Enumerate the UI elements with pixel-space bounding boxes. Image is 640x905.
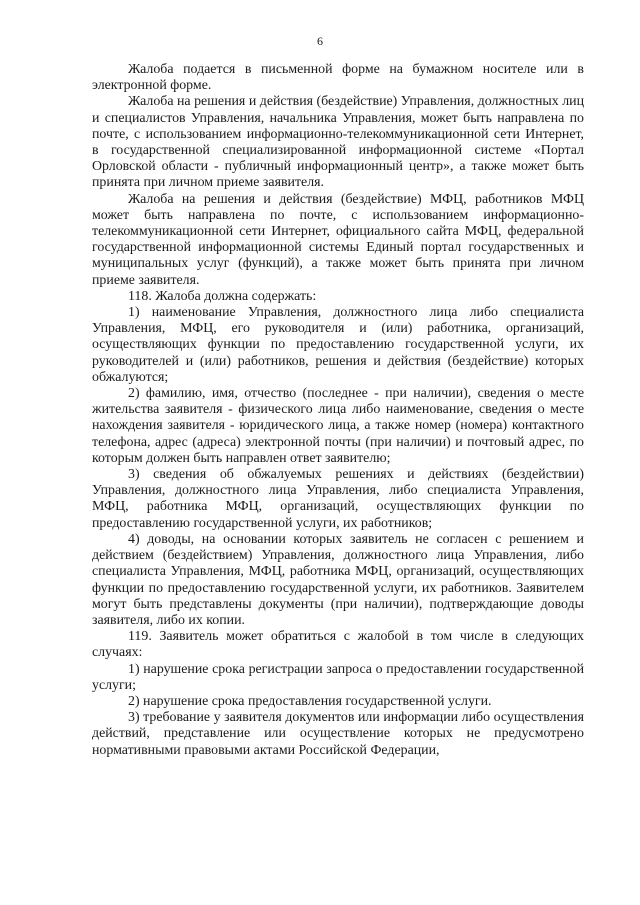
paragraph-119-item-3: 3) требование у заявителя документов или информации либо осуществления действий, представление или осуществление которых не предусмотрено нормативными правовыми актами Российской Федерации, <box>92 710 584 758</box>
paragraph-118-item-1: 1) наименование Управления, должностного лица либо специалиста Управления, МФЦ, его руководителя и (или) работника, организаций, осуществляющих функции по предоставлению государственной услуги, их руководителей и (или) работников, решения и действия (бездействие) которых обжалуются; <box>92 305 584 385</box>
paragraph-complaint-mfc: Жалоба на решения и действия (бездействие) МФЦ, работников МФЦ может быть направлена по почте, с использованием информационно-телекоммуникационной сети Интернет, официального сайта МФЦ, федеральной государственной информационной системы Единый портал государственных и муниципальных услуг (функций), а также может быть принята при личном приеме заявителя. <box>92 191 584 288</box>
paragraph-119-heading: 119. Заявитель может обратиться с жалобой в том числе в следующих случаях: <box>92 629 584 661</box>
page-number: 6 <box>317 34 323 48</box>
paragraph-complaint-form: Жалоба подается в письменной форме на бумажном носителе или в электронной форме. <box>92 62 584 94</box>
paragraph-119-item-1: 1) нарушение срока регистрации запроса о предоставлении государственной услуги; <box>92 661 584 693</box>
paragraph-119-item-2: 2) нарушение срока предоставления государственной услуги. <box>128 693 492 709</box>
paragraph-118-item-4: 4) доводы, на основании которых заявитель не согласен с решением и действием (бездействием) Управления, должностного лица Управления, либо специалиста Управления, МФЦ, работника МФЦ, организаций, осуществляющих функции по предоставлению государственной услуги, их работников. Заявителем могут быть представлены документы (при наличии), подтверждающие доводы заявителя, либо их копии. <box>92 531 584 628</box>
document-body <box>92 62 584 759</box>
paragraph-118-heading: 118. Жалоба должна содержать: <box>128 288 317 304</box>
paragraph-complaint-department: Жалоба на решения и действия (бездействие) Управления, должностных лиц и специалистов Управления, начальника Управления, может быть направлена по почте, с использованием информационно-телекоммуникационной сети Интернет, в государственной специализированной информационной системе «Портал Орловской области - публичный информационный центр», а также может быть принята при личном приеме заявителя. <box>92 94 584 191</box>
paragraph-118-item-3: 3) сведения об обжалуемых решениях и действиях (бездействии) Управления, должностного лица Управления, либо специалиста Управления, МФЦ, работника МФЦ, организаций, осуществляющих функции по предоставлению государственной услуги, их работников; <box>92 467 584 531</box>
paragraph-118-item-2: 2) фамилию, имя, отчество (последнее - при наличии), сведения о месте жительства заявителя - физического лица либо наименование, сведения о месте нахождения заявителя - юридического лица, а также номер (номера) контактного телефона, адрес (адреса) электронной почты (при наличии) и почтовый адрес, по которым должен быть направлен ответ заявителю; <box>92 386 584 466</box>
